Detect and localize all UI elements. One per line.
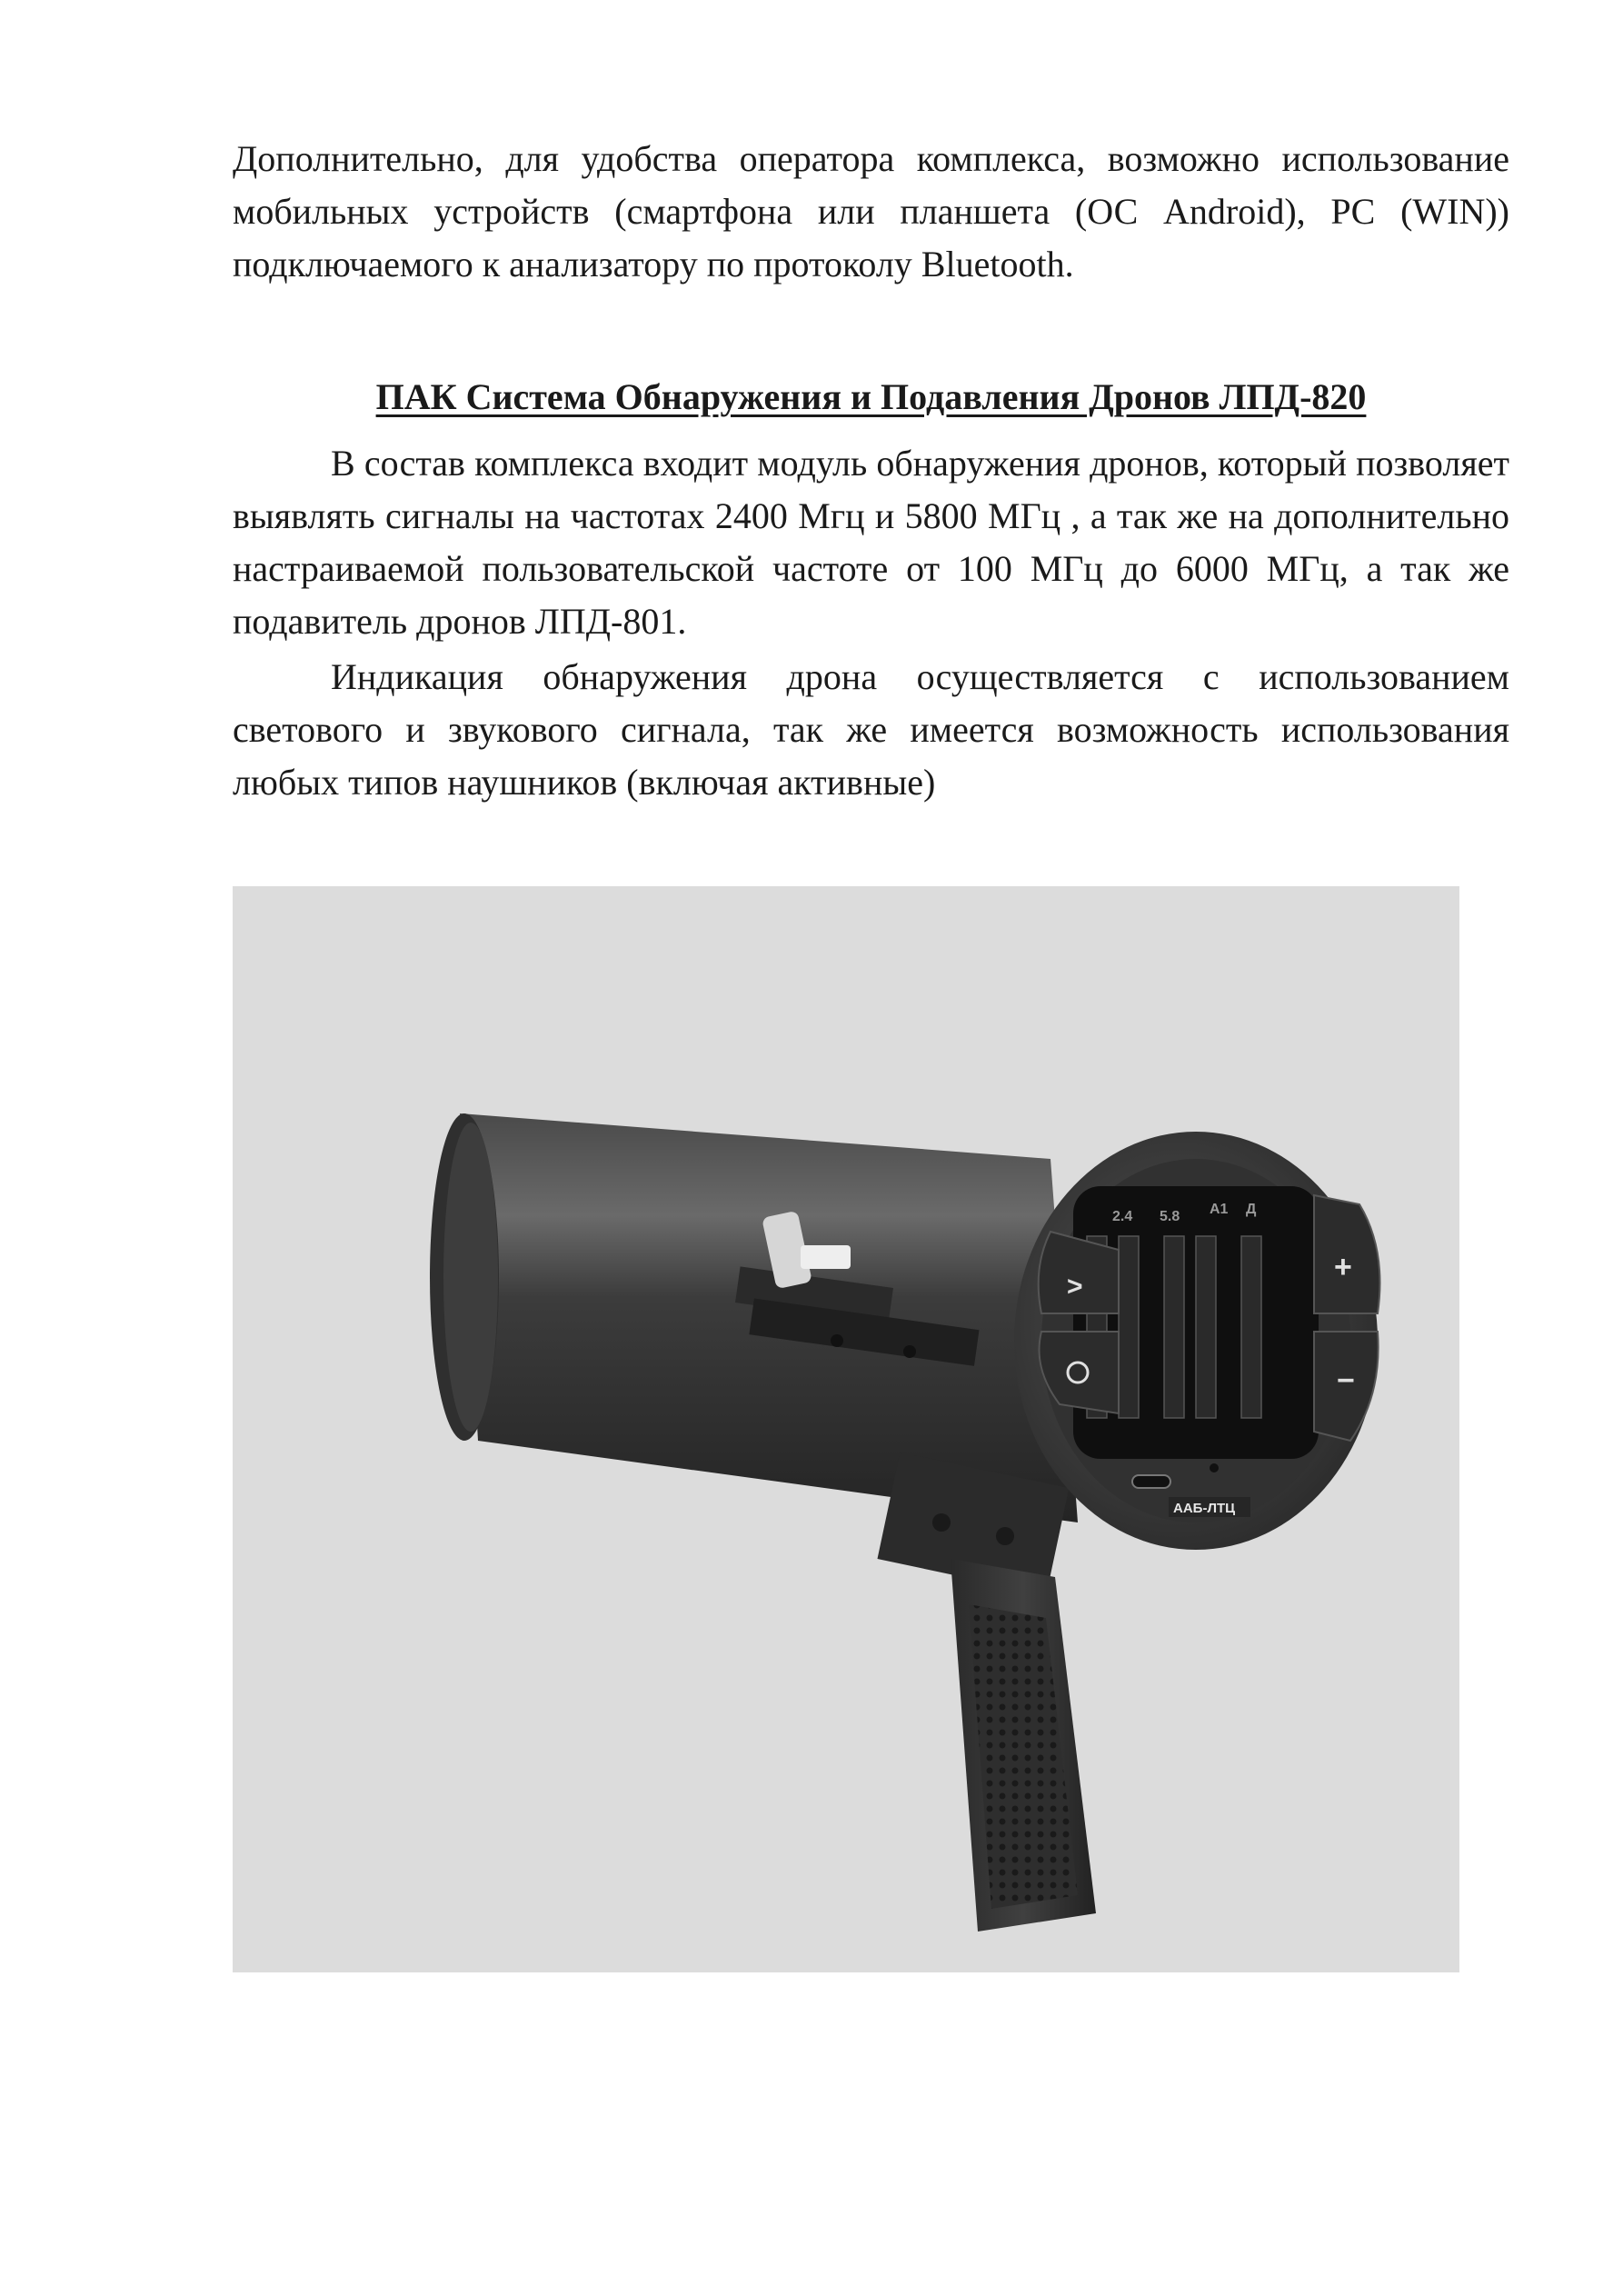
section-heading xyxy=(233,371,1509,424)
composition-paragraph: В состав комплекса входит модуль обнаружения дронов, который позволяет выявлять сигналы на частотах 2400 Мгц и 5800 МГц , а так же на дополнительно настраиваемой пользовательской частоте от 100 МГц до 6000 МГц, а так же подавитель дронов ЛПД-801. xyxy=(233,443,1509,642)
panel-label-2-4: 2.4 xyxy=(1112,1209,1133,1224)
section-heading-text: ПАК Система Обнаружения и Подавления Дронов ЛПД-820 xyxy=(375,376,1367,417)
panel-label-a1: A1 xyxy=(1210,1202,1229,1217)
front-panel xyxy=(1014,1132,1380,1550)
next-arrow-icon: > xyxy=(1067,1272,1083,1302)
panel-label-d: Д xyxy=(1246,1202,1257,1217)
intro-paragraph: Дополнительно, для удобства оператора комплекса, возможно использование мобильных устройств (смартфона или планшета (ОС Android), PC (WIN)) подключаемого к анализатору по протоколу Bluetooth. xyxy=(233,138,1509,285)
minus-icon: − xyxy=(1337,1363,1355,1398)
indicator-led xyxy=(1210,1463,1219,1472)
usb-port xyxy=(1132,1475,1170,1488)
pistol-grip xyxy=(877,1452,1096,1932)
drone-detector-illustration xyxy=(233,886,1459,1972)
panel-label-5-8: 5.8 xyxy=(1160,1209,1180,1224)
brand-mark: ААБ-ЛТЦ xyxy=(1173,1501,1236,1516)
indication-paragraph: Индикация обнаружения дрона осуществляется с использованием светового и звукового сигнала, так же имеется возможность использования любых типов наушников (включая активные) xyxy=(233,656,1509,803)
device-photo xyxy=(233,886,1459,1972)
plus-icon: + xyxy=(1334,1250,1352,1284)
